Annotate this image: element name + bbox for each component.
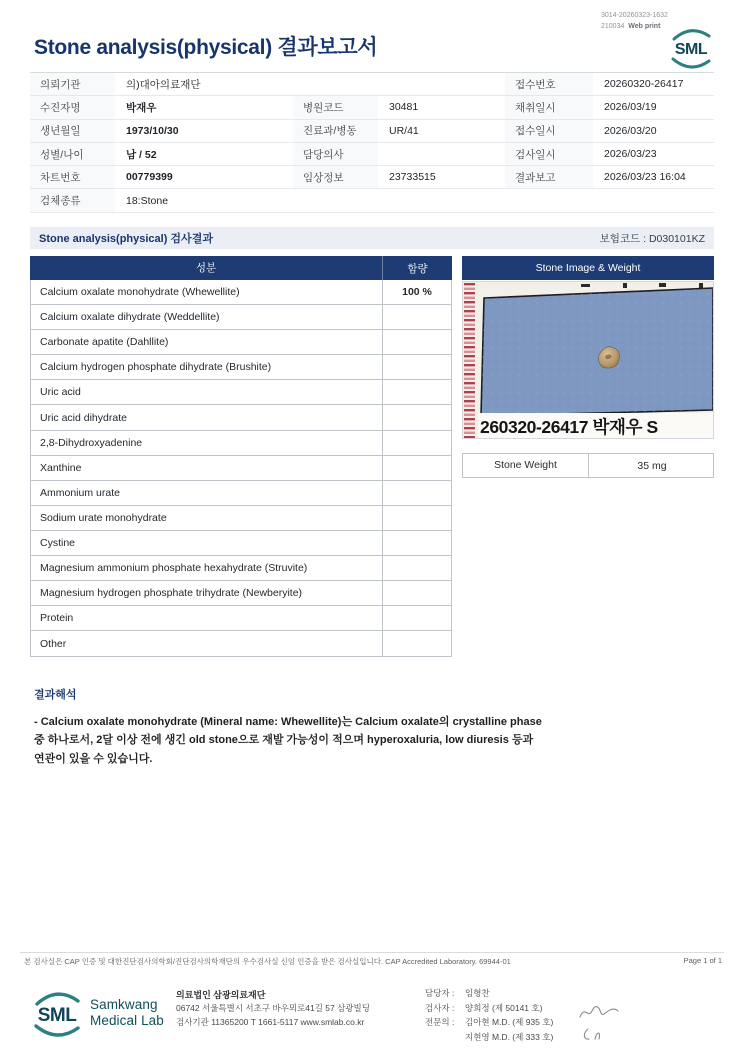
staff-info — [425, 986, 553, 1044]
info-value: 2026/03/19 — [604, 101, 657, 114]
page-number: Page 1 of 1 — [683, 956, 722, 965]
staff-row — [425, 1015, 553, 1030]
component-name: Uric acid dihydrate — [31, 405, 383, 429]
logo-arc-top — [674, 31, 709, 39]
component-table — [30, 256, 452, 657]
print-code-line2: 210034 Web print — [601, 22, 661, 30]
stone-weight-row — [462, 453, 714, 478]
staff-label: 전문의 : — [425, 1017, 455, 1027]
table-row — [30, 73, 714, 96]
stone-panel-header: Stone Image & Weight — [462, 256, 714, 280]
print-code — [601, 11, 668, 32]
table-row — [31, 631, 451, 656]
table-row — [30, 96, 714, 119]
component-name: Calcium oxalate dihydrate (Weddellite) — [31, 305, 383, 329]
organization-address: 06742 서울특별시 서초구 바우뫼로41길 57 삼광빌딩 — [176, 1003, 370, 1014]
info-label: 검체종류 — [30, 189, 115, 211]
table-row — [31, 506, 451, 531]
logo-text: SML — [674, 41, 708, 58]
component-name: Calcium oxalate monohydrate (Whewellite) — [31, 280, 383, 304]
info-value: 2026/03/20 — [604, 124, 657, 137]
info-value: 00779399 — [126, 171, 173, 184]
component-name: Magnesium ammonium phosphate hexahydrate (Struvite) — [31, 556, 383, 580]
info-label: 병원코드 — [293, 96, 378, 118]
interpretation-line: 중 하나로서, 2달 이상 전에 생긴 old stone으로 재발 가능성이 적으며 hyperoxaluria, low diuresis 등과 — [34, 734, 534, 747]
sml-logo — [666, 25, 716, 73]
table-row — [31, 280, 451, 305]
accreditation-text: 본 검사실은 CAP 인증 및 대한진단검사의학회/진단검사의학재단의 우수검사실 신임 인증을 받은 검사실입니다. CAP Accredited Laboratory. 69944-01 — [24, 957, 511, 966]
signature-icon — [578, 1003, 624, 1045]
staff-label: 검사자 : — [425, 1002, 455, 1013]
info-label: 접수일시 — [505, 120, 593, 142]
stone-weight-value: 35 mg — [637, 459, 667, 472]
table-row — [31, 431, 451, 456]
info-label: 결과보고 — [505, 166, 593, 188]
interpretation-title: 결과해석 — [34, 689, 77, 701]
info-value: 의)대아의료재단 — [126, 78, 201, 91]
info-value: 23733515 — [389, 171, 436, 184]
table-row — [31, 380, 451, 405]
info-value: 남 / 52 — [126, 148, 157, 161]
organization-contact: 검사기관 11365200 T 1661-5117 www.smlab.co.kr — [176, 1016, 365, 1027]
stone-weight-label: Stone Weight — [463, 454, 589, 477]
sml-logo-footer — [28, 988, 86, 1040]
staff-value: 지현영 M.D. (제 333 호) — [465, 1031, 554, 1042]
logo-arc-bottom — [673, 59, 709, 67]
component-name: Uric acid — [31, 380, 383, 404]
component-name: Protein — [31, 606, 383, 630]
interpretation-line: 연관이 있을 수 있습니다. — [34, 752, 153, 765]
staff-value: 임형찬 — [465, 988, 490, 998]
insurance-code: 보험코드 : D030101KZ — [599, 232, 705, 245]
table-row — [31, 606, 451, 631]
component-name: Xanthine — [31, 456, 383, 480]
component-name: Ammonium urate — [31, 481, 383, 505]
stone-photo-image — [463, 282, 713, 438]
staff-row — [425, 986, 553, 1001]
info-label: 채취일시 — [505, 96, 593, 118]
staff-row — [425, 1030, 553, 1045]
web-print-label: Web print — [628, 22, 661, 30]
info-value: 2026/03/23 16:04 — [604, 171, 686, 184]
info-label: 생년월일 — [30, 120, 115, 142]
stone-panel — [462, 256, 714, 478]
info-value: 18:Stone — [126, 194, 169, 207]
component-table-header — [30, 256, 452, 280]
component-name: Cystine — [31, 531, 383, 555]
table-row — [31, 556, 451, 581]
info-label — [293, 189, 378, 211]
table-row — [30, 189, 714, 212]
staff-row — [425, 1001, 553, 1016]
info-value: UR/41 — [389, 124, 419, 137]
page-title: Stone analysis(physical) 결과보고서 — [34, 36, 378, 59]
logo-text: SML — [37, 1005, 77, 1026]
table-row — [30, 143, 714, 166]
table-row — [31, 456, 451, 481]
staff-label: 담당자 : — [425, 988, 455, 998]
component-value: 100 % — [402, 286, 432, 299]
info-value: 1973/10/30 — [126, 124, 179, 137]
component-name: Calcium hydrogen phosphate dihydrate (Brushite) — [31, 355, 383, 379]
info-label: 임상정보 — [293, 166, 378, 188]
table-row — [31, 405, 451, 430]
table-row — [31, 355, 451, 380]
interpretation-line: - Calcium oxalate monohydrate (Mineral name: Whewellite)는 Calcium oxalate의 crystalline phase — [34, 716, 542, 728]
info-label: 수진자명 — [30, 96, 115, 118]
logo-arc-bottom — [36, 1026, 78, 1035]
table-row — [31, 305, 451, 330]
column-header-component: 성분 — [30, 256, 383, 280]
staff-value: 양희정 (제 50141 호) — [465, 1002, 543, 1013]
organization-info — [176, 988, 370, 1030]
info-label: 성별/나이 — [30, 143, 115, 165]
table-row — [31, 581, 451, 606]
info-value: 박재우 — [126, 101, 157, 114]
table-row — [31, 481, 451, 506]
table-row — [30, 166, 714, 189]
info-label: 담당의사 — [293, 143, 378, 165]
print-code-line1: 3014-20260323-1632 — [601, 12, 668, 19]
component-name: 2,8-Dihydroxyadenine — [31, 431, 383, 455]
staff-value: 김아현 M.D. (제 935 호) — [465, 1017, 554, 1027]
component-name: Magnesium hydrogen phosphate trihydrate (Newberyite) — [31, 581, 383, 605]
patient-info-table — [30, 72, 714, 213]
info-label: 진료과/병동 — [293, 120, 378, 142]
info-value: 20260320-26417 — [604, 78, 684, 91]
stone-photo — [462, 281, 714, 439]
component-name: Sodium urate monohydrate — [31, 506, 383, 530]
info-label — [293, 73, 378, 95]
logo-arc-top — [37, 994, 78, 1004]
lab-name: Samkwang Medical Lab — [90, 997, 164, 1029]
info-value: 2026/03/23 — [604, 148, 657, 161]
component-table-body — [30, 280, 452, 657]
info-label: 차트번호 — [30, 166, 115, 188]
ruler-icon — [463, 282, 477, 438]
component-name: Carbonate apatite (Dahllite) — [31, 330, 383, 354]
stone-image-caption: 260320-26417 박재우 S — [480, 417, 658, 437]
section-header — [30, 227, 714, 249]
organization-name: 의료법인 삼광의료재단 — [176, 990, 266, 1000]
info-label: 검사일시 — [505, 143, 593, 165]
table-row — [31, 531, 451, 556]
column-header-content: 함량 — [407, 262, 428, 275]
info-label: 접수번호 — [505, 73, 593, 95]
footer-divider — [20, 952, 724, 953]
info-value: 30481 — [389, 101, 419, 114]
component-name: Other — [31, 631, 383, 656]
info-label — [505, 189, 593, 211]
table-row — [31, 330, 451, 355]
table-row — [30, 120, 714, 143]
interpretation-body — [34, 713, 698, 768]
section-title: Stone analysis(physical) 검사결과 — [39, 233, 213, 245]
info-label: 의뢰기관 — [30, 73, 115, 95]
